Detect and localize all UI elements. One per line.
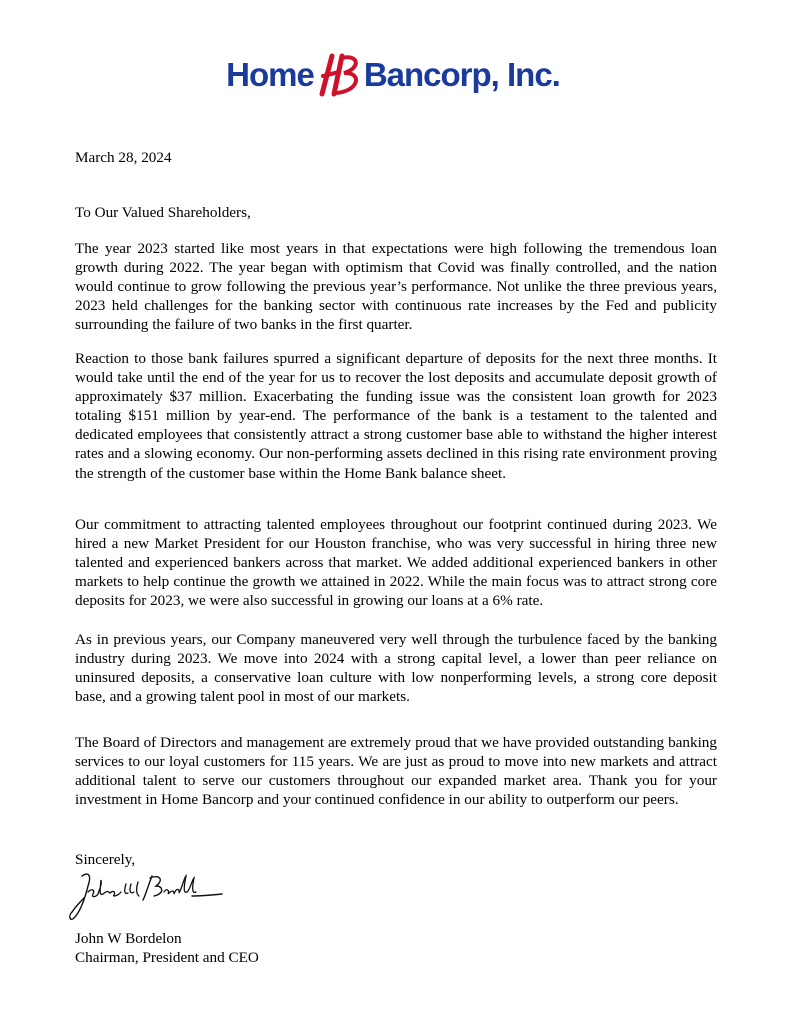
logo-word-home: Home: [226, 56, 314, 93]
handwritten-signature: [66, 866, 226, 930]
signer-name: John W Bordelon: [75, 930, 182, 947]
letter-paragraph: Our commitment to attracting talented employees throughout our footprint continued during 2023. We hired a new Market President for our Houston franchise, who was very successful in hiring three new talented and experienced bankers across that market. We added additional experienced bankers in other markets to help continue the growth we attained in 2022. While the main focus was to attract strong core deposits for 2023, we were also successful in growing our loans at a 6% rate.: [75, 516, 717, 610]
hb-monogram-icon: [315, 50, 363, 100]
letter-salutation: To Our Valued Shareholders,: [75, 204, 251, 221]
letter-paragraph: The Board of Directors and management are extremely proud that we have provided outstanding banking services to our loyal customers for 115 years. We are just as proud to move into new markets and attract additional talent to serve our customers throughout our expanded market area. Thank you for your investment in Home Bancorp and your continued confidence in our ability to outperform our peers.: [75, 734, 717, 809]
letter-date: March 28, 2024: [75, 149, 172, 166]
signer-title: Chairman, President and CEO: [75, 949, 259, 966]
logo-word-bancorp: Bancorp, Inc.: [363, 56, 560, 93]
letter-closing: Sincerely,: [75, 851, 136, 868]
letter-paragraph: The year 2023 started like most years in that expectations were high following the tremendous loan growth during 2022. The year began with optimism that Covid was finally controlled, and the nation would continue to grow following the previous year’s performance. Not unlike the three previous years, 2023 held challenges for the banking sector with continuous rate increases by the Fed and publicity surrounding the failure of two banks in the first quarter.: [75, 240, 717, 334]
letter-paragraph: Reaction to those bank failures spurred a significant departure of deposits for the next three months. It would take until the end of the year for us to recover the lost deposits and accumulate deposit growth of approximately $37 million. Exacerbating the funding issue was the consistent loan growth for 2023 totaling $151 million by year-end. The performance of the bank is a testament to the talented and dedicated employees that consistently attract a strong customer base able to withstand the higher interest rates and a slowing economy. Our non-performing assets declined in this rising rate environment proving the strength of the customer base within the Home Bank balance sheet.: [75, 350, 717, 482]
company-logo: [0, 50, 786, 100]
letter-paragraph: As in previous years, our Company maneuvered very well through the turbulence faced by the banking industry during 2023. We move into 2024 with a strong capital level, a lower than peer reliance on uninsured deposits, a conservative loan culture with low nonperforming levels, a strong core deposit base, and a growing talent pool in most of our markets.: [75, 631, 717, 706]
